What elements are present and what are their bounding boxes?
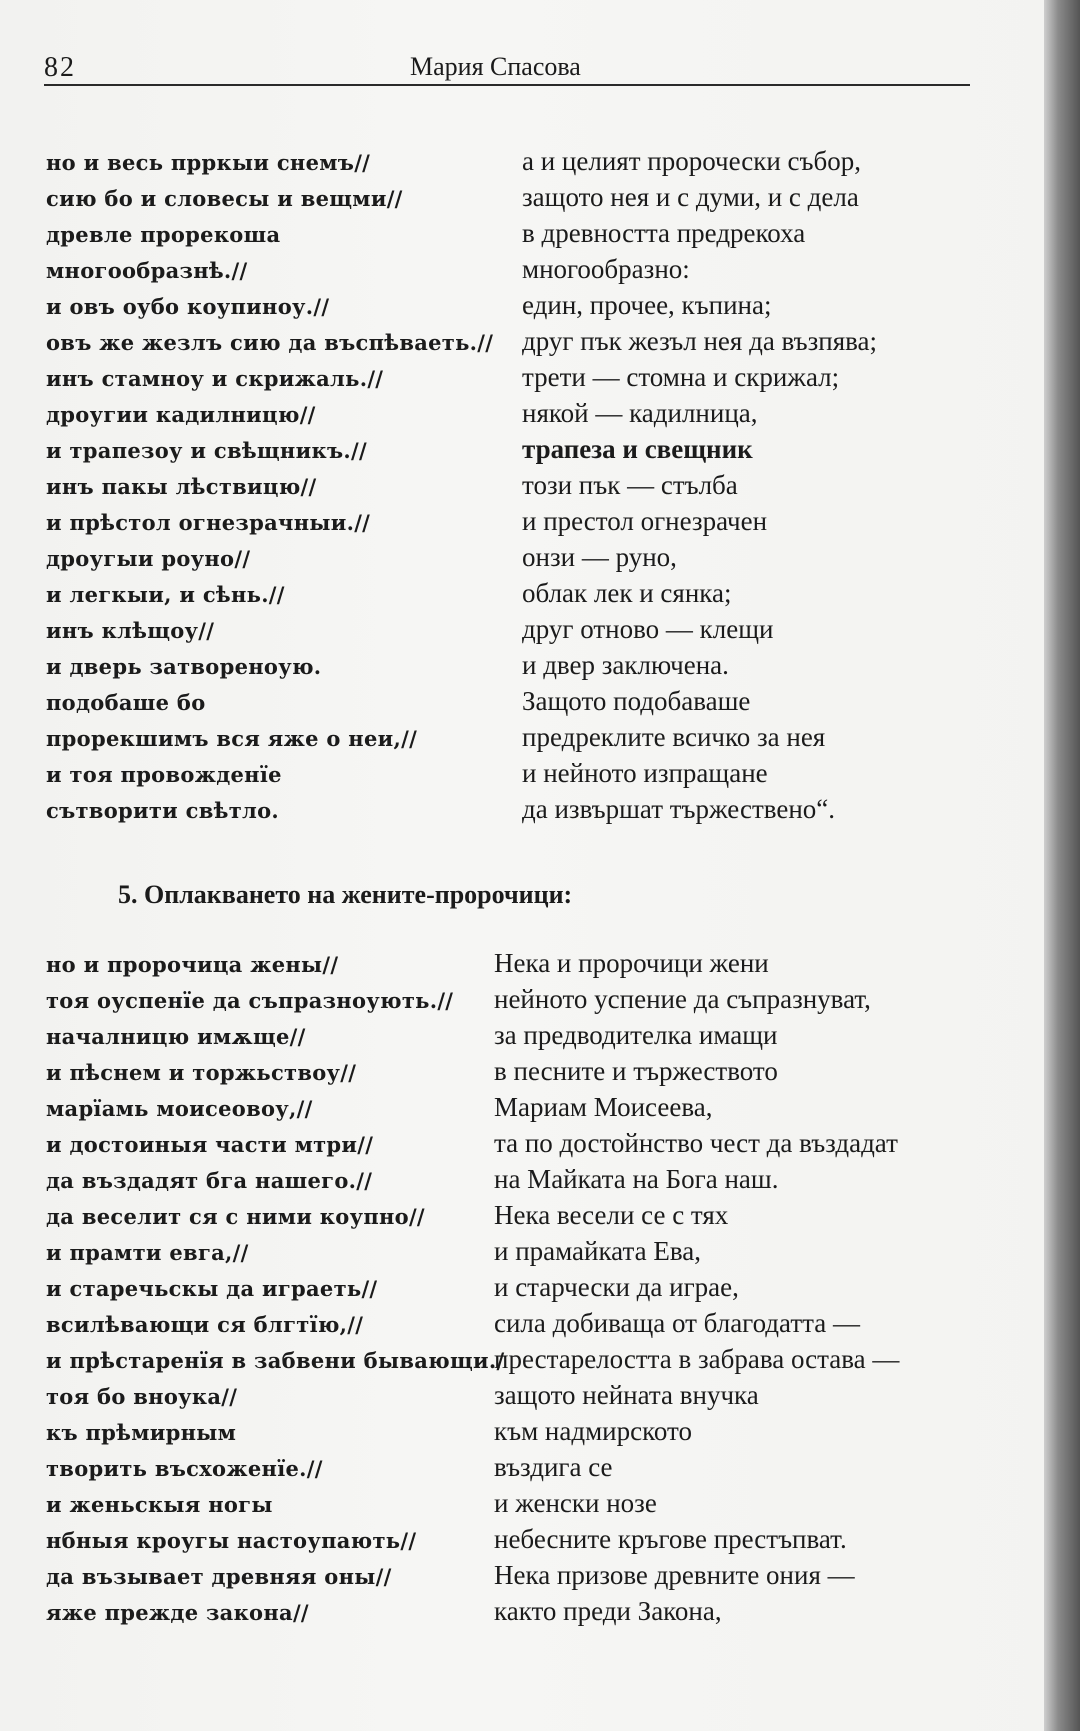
bg-line: Нека призове древните ония —	[494, 1560, 855, 1590]
ocs-line: и овъ оубо коупиноу.//	[46, 294, 330, 319]
header-rule	[44, 84, 970, 86]
ocs-line: яже прежде закона//	[46, 1600, 309, 1625]
bg-line: облак лек и сянка;	[522, 578, 732, 608]
bg-line: на Майката на Бога наш.	[494, 1164, 779, 1194]
bg-line: та по достойнство чест да въздадат	[494, 1128, 898, 1158]
ocs-line: и трапезоу и свѣщникъ.//	[46, 438, 367, 463]
ocs-line: древле прорекоша	[46, 222, 281, 247]
ocs-line: и пѣснем и торжьствоу//	[46, 1060, 357, 1085]
bg-line: и нейното изпращане	[522, 758, 768, 788]
ocs-line: и женьскыя ногы	[46, 1492, 273, 1517]
bg-line: друг отново — клещи	[522, 614, 774, 644]
bg-line: както преди Закона,	[494, 1596, 722, 1626]
bg-line: нейното успение да съпразнуват,	[494, 984, 871, 1014]
bg-line: в древността предрекоха	[522, 218, 806, 248]
ocs-line: и прамти евга,//	[46, 1240, 249, 1265]
ocs-line: и легкыи, и сѣнь.//	[46, 582, 285, 607]
bg-line: трапеза и свещник	[522, 434, 753, 464]
bg-line: Мариам Моисеева,	[494, 1092, 713, 1122]
ocs-line: сътворити свѣтло.	[46, 798, 280, 823]
ocs-line: и прѣстаренїя в забвени бывающи./	[46, 1348, 505, 1373]
ocs-line: сию бо и словесы и вещми//	[46, 186, 403, 211]
bg-line: и престол огнезрачен	[522, 506, 768, 536]
bg-line: небесните кръгове престъпват.	[494, 1524, 847, 1554]
bg-line: престарелостта в забрава остава —	[494, 1344, 900, 1374]
ocs-line: но и пророчица жены//	[46, 952, 339, 977]
bg-line: и прамайката Ева,	[494, 1236, 701, 1266]
bg-line: някой — кадилница,	[522, 398, 758, 428]
ocs-line: творить въсхоженїе.//	[46, 1456, 323, 1481]
ocs-line: и достоиныя части мтри//	[46, 1132, 374, 1157]
ocs-line: марїамь моисеовоу,//	[46, 1096, 313, 1121]
ocs-line: тоя бо вноука//	[46, 1384, 238, 1409]
bg-line: към надмирското	[494, 1416, 692, 1446]
bg-line: предреклите всичко за нея	[522, 722, 826, 752]
ocs-line: но и весь прркыи снемъ//	[46, 150, 371, 175]
ocs-line: инъ стамноу и скрижаль.//	[46, 366, 384, 391]
ocs-line: овъ же жезлъ сию да въспѣваеть.//	[46, 330, 494, 355]
bg-line: този пък — стълба	[522, 470, 738, 500]
ocs-line: и дверь затвореноую.	[46, 654, 322, 679]
ocs-line: и прѣстол огнезрачныи.//	[46, 510, 371, 535]
page-number: 82	[44, 52, 76, 83]
ocs-line: дроугии кадилницю//	[46, 402, 316, 427]
bg-line: и старчески да играе,	[494, 1272, 739, 1302]
running-head: Мария Спасова	[410, 52, 581, 81]
ocs-line: дроугыи роуно//	[46, 546, 251, 571]
section-heading: 5. Оплакването на жените-пророчици:	[118, 880, 573, 909]
bg-line: и двер заключена.	[522, 650, 729, 680]
ocs-line: и тоя провожденїе	[46, 762, 282, 787]
bg-line: Защото подобаваше	[522, 686, 751, 716]
bg-line: в песните и тържеството	[494, 1056, 778, 1086]
bg-line: въздига се	[494, 1452, 613, 1482]
ocs-line: и старечьскы да играеть//	[46, 1276, 378, 1301]
bg-line: Нека весели се с тях	[494, 1200, 729, 1230]
bg-line: защото нея и с думи, и с дела	[522, 182, 859, 212]
ocs-line: инъ клѣщоу//	[46, 618, 215, 643]
ocs-line: тоя оуспенїе да съпразноують.//	[46, 988, 454, 1013]
ocs-line: инъ пакы лѣствицю//	[46, 474, 317, 499]
bg-line: онзи — руно,	[522, 542, 677, 572]
page-header	[44, 48, 970, 88]
bg-line: сила добиваща от благодатта —	[494, 1308, 860, 1338]
ocs-line: прорекшимъ вся яже о неи,//	[46, 726, 418, 751]
ocs-line: къ прѣмирным	[46, 1420, 237, 1445]
page-edge-shadow	[1044, 0, 1080, 1731]
bg-line: многообразно:	[522, 254, 690, 284]
ocs-line: да веселит ся с ними коупно//	[46, 1204, 425, 1229]
bg-line: а и целият пророчески събор,	[522, 146, 861, 176]
bg-line: един, прочее, къпина;	[522, 290, 772, 320]
bg-line: Нека и пророчици жени	[494, 948, 769, 978]
ocs-line: всилѣвающи ся блгтїю,//	[46, 1312, 364, 1337]
bg-line: трети — стомна и скрижал;	[522, 362, 840, 392]
bg-line: и женски нозе	[494, 1488, 657, 1518]
ocs-line: подобаше бо	[46, 690, 206, 715]
ocs-line: нбныя кроугы настоупають//	[46, 1528, 417, 1553]
bg-line: друг пък жезъл нея да възпява;	[522, 326, 878, 356]
ocs-line: да въздадят бга нашего.//	[46, 1168, 373, 1193]
bg-line: защото нейната внучка	[494, 1380, 759, 1410]
bg-line: да извършат тържествено“.	[522, 794, 836, 824]
ocs-line: многообразнѣ.//	[46, 258, 248, 283]
bg-line: за предводителка имащи	[494, 1020, 778, 1050]
ocs-line: началницю имѫще//	[46, 1024, 306, 1049]
ocs-line: да възывает древняя оны//	[46, 1564, 392, 1589]
